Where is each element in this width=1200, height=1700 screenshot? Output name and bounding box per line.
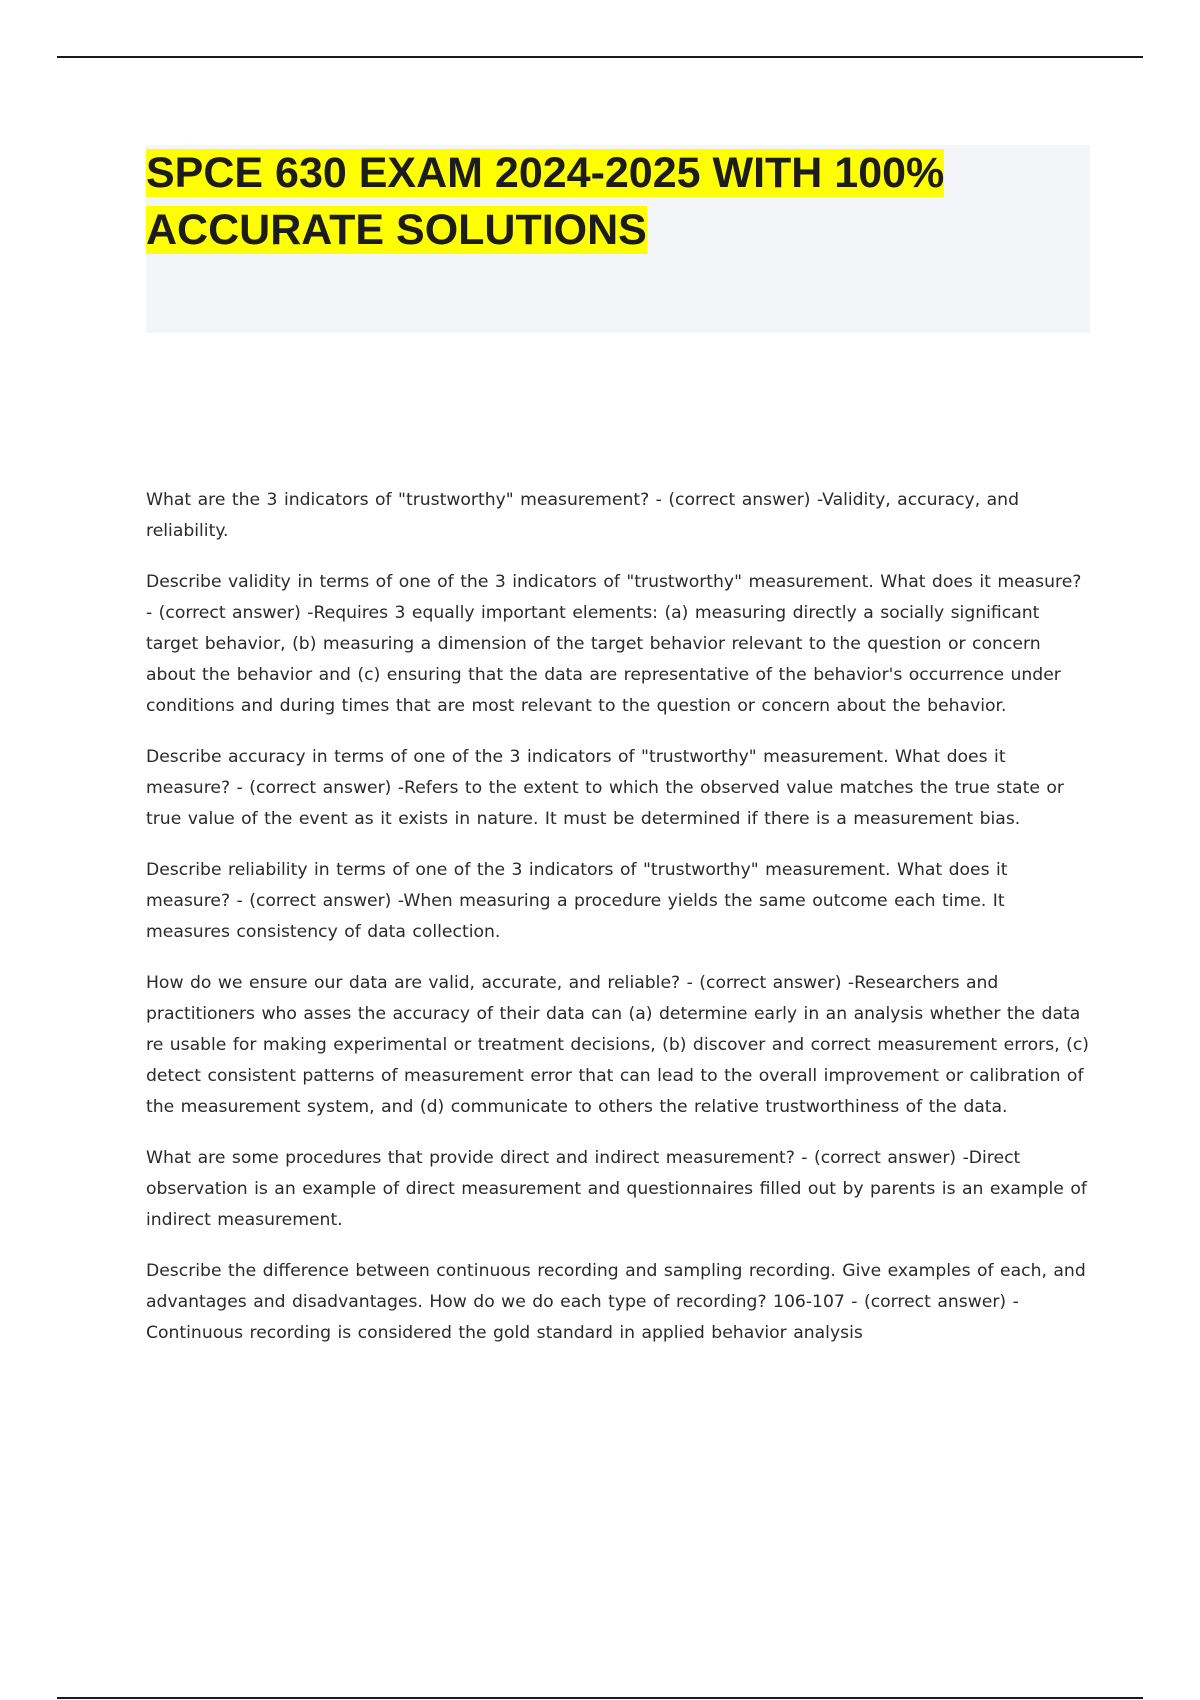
qa-list xyxy=(146,485,1090,1369)
qa-item: How do we ensure our data are valid, accurate, and reliable? - (correct answer) -Researchers and practitioners who asses the accuracy of their data can (a) determine early in an analysis whether the data re usable for making experimental or treatment decisions, (b) discover and correct measurement errors, (c) detect consistent patterns of measurement error that can lead to the overall improvement or calibration of the measurement system, and (d) communicate to others the relative trustworthiness of the data. xyxy=(146,973,1089,1117)
qa-item: What are the 3 indicators of "trustworthy" measurement? - (correct answer) -Validity, accuracy, and reliability. xyxy=(146,490,1019,541)
answer-tag: (correct answer) xyxy=(249,778,392,798)
question-text: Describe reliability in terms of one of the 3 indicators of "trustworthy" measurement. What does it measure? xyxy=(146,860,1008,911)
bottom-rule xyxy=(57,1697,1143,1699)
document-title xyxy=(146,145,1090,259)
question-text: Describe accuracy in terms of one of the 3 indicators of "trustworthy" measurement. What does it measure? xyxy=(146,747,1006,798)
answer-text: -Direct observation is an example of direct measurement and questionnaires filled out by parents is an example of indirect measurement. xyxy=(146,1148,1087,1230)
answer-tag: (correct answer) xyxy=(813,1148,957,1168)
answer-tag: (correct answer) xyxy=(158,603,301,623)
qa-item: What are some procedures that provide direct and indirect measurement? - (correct answer) -Direct observation is an example of direct measurement and questionnaires filled out by parents is an example of indirect measurement. xyxy=(146,1148,1087,1230)
answer-tag: (correct answer) xyxy=(863,1292,1007,1312)
question-text: Describe validity in terms of one of the 3 indicators of "trustworthy" measurement. What does it measure? xyxy=(146,572,1082,592)
title-highlight: SPCE 630 EXAM 2024-2025 WITH 100% ACCURATE SOLUTIONS xyxy=(146,149,945,254)
answer-tag: (correct answer) xyxy=(249,891,392,911)
answer-tag: (correct answer) xyxy=(699,973,842,993)
answer-text: -Continuous recording is considered the gold standard in applied behavior analysis xyxy=(146,1292,1019,1343)
answer-text: -Requires 3 equally important elements: (a) measuring directly a socially significant target behavior, (b) measuring a dimension of the target behavior relevant to the question or concern about the behavior and (c) ensuring that the data are representative of the behavior's occurrence under conditions and during times that are most relevant to the question or concern about the behavior. xyxy=(146,603,1061,716)
top-rule xyxy=(57,56,1143,58)
answer-text: -When measuring a procedure yields the same outcome each time. It measures consistency of data collection. xyxy=(146,891,1005,942)
answer-text: -Refers to the extent to which the observed value matches the true state or true value of the event as it exists in nature. It must be determined if there is a measurement bias. xyxy=(146,778,1064,829)
question-text: How do we ensure our data are valid, accurate, and reliable? xyxy=(146,973,681,993)
question-text: What are the 3 indicators of "trustworthy" measurement? xyxy=(146,490,650,510)
qa-item: Describe validity in terms of one of the 3 indicators of "trustworthy" measurement. What does it measure? - (correct answer) -Requires 3 equally important elements: (a) measuring directly a socially significant target behavior, (b) measuring a dimension of the target behavior relevant to the question or concern about the behavior and (c) ensuring that the data are representative of the behavior's occurrence under conditions and during times that are most relevant to the question or concern about the behavior. xyxy=(146,572,1082,716)
answer-text: -Validity, accuracy, and reliability. xyxy=(146,490,1019,541)
answer-text: -Researchers and practitioners who asses the accuracy of their data can (a) determine early in an analysis whether the data re usable for making experimental or treatment decisions, (b) discover and correct measurement errors, (c) detect consistent patterns of measurement error that can lead to the overall improvement or calibration of the measurement system, and (d) communicate to others the relative trustworthiness of the data. xyxy=(146,973,1089,1117)
qa-item: Describe reliability in terms of one of the 3 indicators of "trustworthy" measurement. What does it measure? - (correct answer) -When measuring a procedure yields the same outcome each time. It measures consistency of data collection. xyxy=(146,860,1008,942)
qa-item: Describe the difference between continuous recording and sampling recording. Give examples of each, and advantages and disadvantages. How do we do each type of recording? 106-107 - (correct answer) -Continuous recording is considered the gold standard in applied behavior analysis xyxy=(146,1261,1086,1343)
answer-tag: (correct answer) xyxy=(668,490,811,510)
qa-item: Describe accuracy in terms of one of the 3 indicators of "trustworthy" measurement. What does it measure? - (correct answer) -Refers to the extent to which the observed value matches the true state or true value of the event as it exists in nature. It must be determined if there is a measurement bias. xyxy=(146,747,1064,829)
question-text: Describe the difference between continuous recording and sampling recording. Give examples of each, and advantages and disadvantages. How do we do each type of recording? 106-107 xyxy=(146,1261,1086,1312)
title-box xyxy=(146,145,1090,333)
question-text: What are some procedures that provide direct and indirect measurement? xyxy=(146,1148,795,1168)
